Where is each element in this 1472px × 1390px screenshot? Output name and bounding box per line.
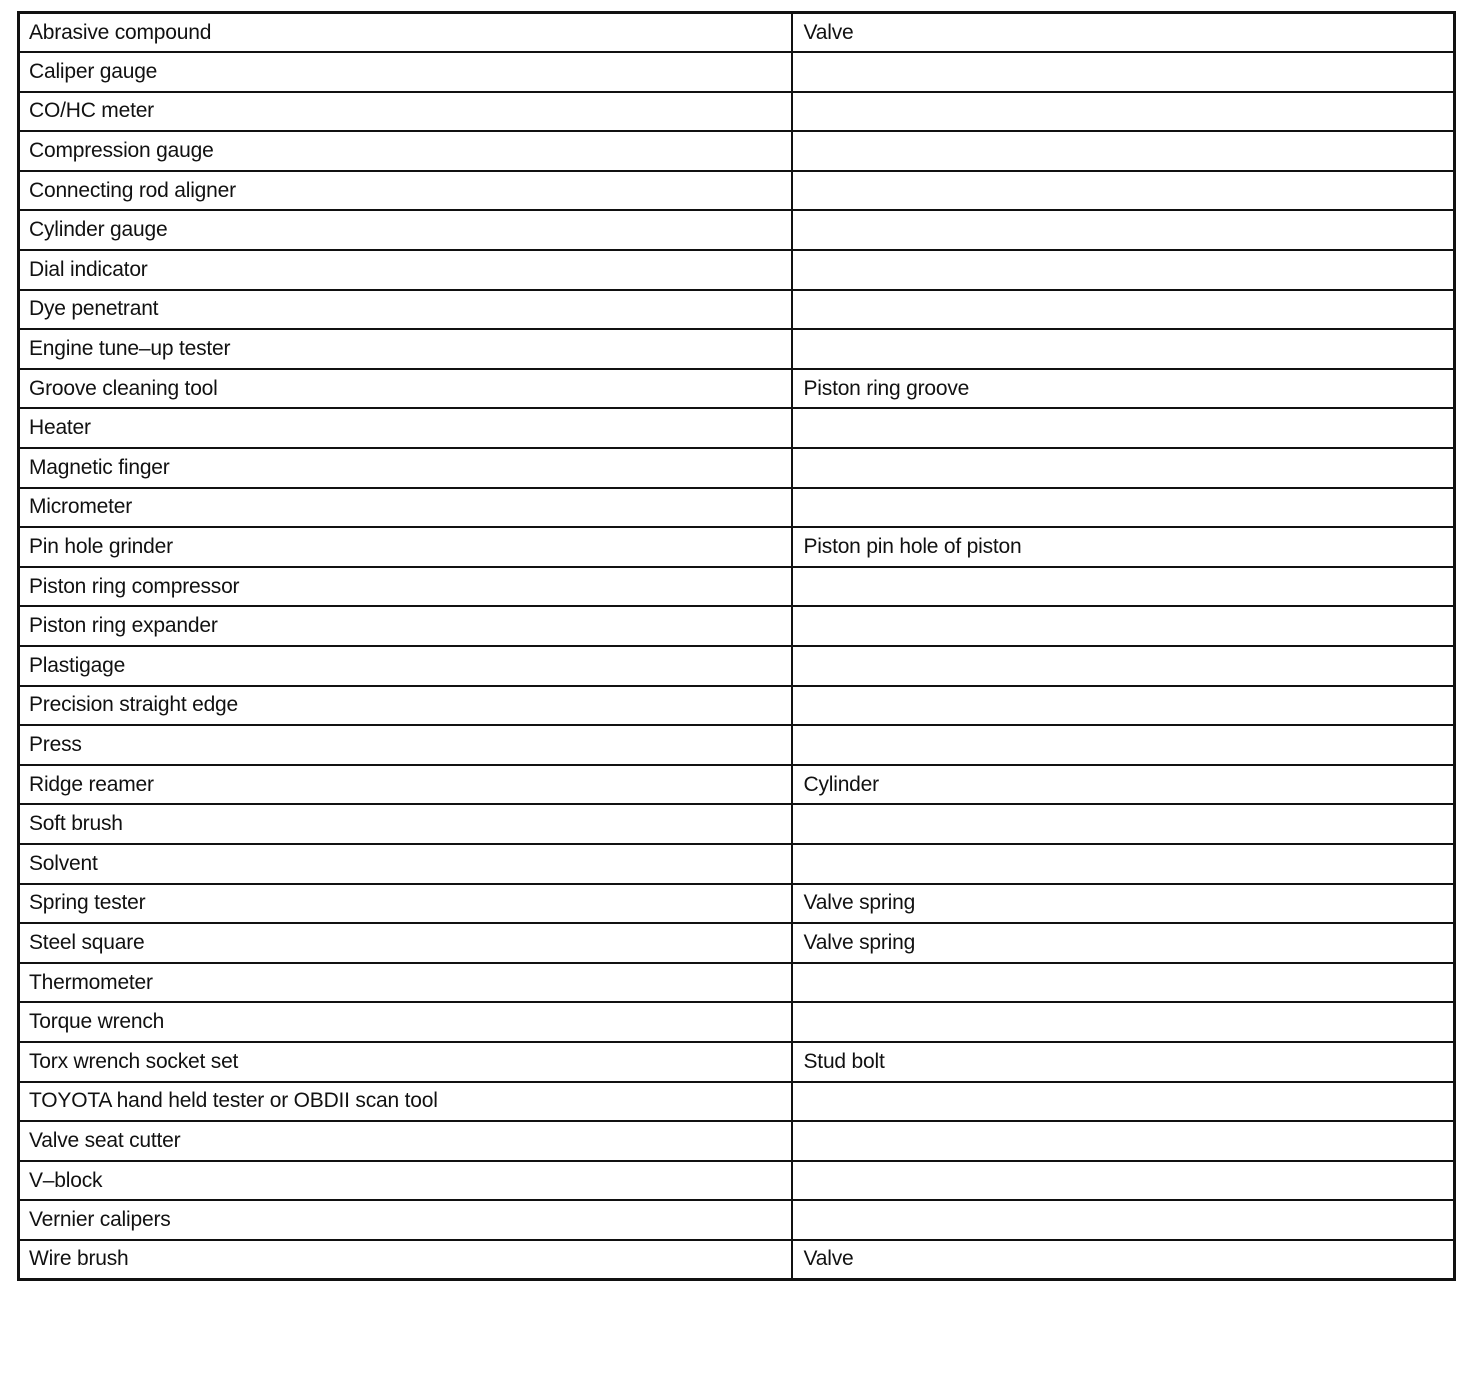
part-name-cell: Piston ring groove <box>792 369 1455 409</box>
tool-name-cell: Groove cleaning tool <box>19 369 792 409</box>
table-row <box>19 1161 1455 1201</box>
table-row <box>19 92 1455 132</box>
table-row <box>19 884 1455 924</box>
part-name-cell <box>792 171 1455 211</box>
part-name-cell: Valve <box>792 13 1455 53</box>
part-name-cell <box>792 131 1455 171</box>
tool-name-cell: Spring tester <box>19 884 792 924</box>
table-row <box>19 567 1455 607</box>
tool-name-cell: Piston ring expander <box>19 606 792 646</box>
tool-name-cell: V–block <box>19 1161 792 1201</box>
table-row <box>19 963 1455 1003</box>
table-row <box>19 844 1455 884</box>
table-row <box>19 448 1455 488</box>
tool-name-cell: Magnetic finger <box>19 448 792 488</box>
table-row <box>19 1121 1455 1161</box>
part-name-cell <box>792 646 1455 686</box>
table-row <box>19 804 1455 844</box>
part-name-cell <box>792 963 1455 1003</box>
part-name-cell <box>792 488 1455 528</box>
table-row <box>19 52 1455 92</box>
part-name-cell: Cylinder <box>792 765 1455 805</box>
part-name-cell <box>792 210 1455 250</box>
table-row <box>19 171 1455 211</box>
tool-name-cell: Valve seat cutter <box>19 1121 792 1161</box>
table-row <box>19 329 1455 369</box>
part-name-cell <box>792 1002 1455 1042</box>
part-name-cell <box>792 804 1455 844</box>
tool-name-cell: Solvent <box>19 844 792 884</box>
table-row <box>19 1200 1455 1240</box>
tool-name-cell: Dye penetrant <box>19 290 792 330</box>
part-name-cell: Valve spring <box>792 923 1455 963</box>
table-row <box>19 1240 1455 1280</box>
tool-name-cell: Steel square <box>19 923 792 963</box>
tool-name-cell: Caliper gauge <box>19 52 792 92</box>
part-name-cell <box>792 250 1455 290</box>
part-name-cell <box>792 408 1455 448</box>
part-name-cell <box>792 606 1455 646</box>
part-name-cell <box>792 686 1455 726</box>
table-row <box>19 1082 1455 1122</box>
part-name-cell <box>792 290 1455 330</box>
table-row <box>19 686 1455 726</box>
tool-name-cell: Ridge reamer <box>19 765 792 805</box>
tool-name-cell: Vernier calipers <box>19 1200 792 1240</box>
part-name-cell <box>792 725 1455 765</box>
tool-name-cell: Press <box>19 725 792 765</box>
tool-name-cell: Plastigage <box>19 646 792 686</box>
tool-name-cell: CO/HC meter <box>19 92 792 132</box>
table-row <box>19 527 1455 567</box>
tool-name-cell: Torque wrench <box>19 1002 792 1042</box>
part-name-cell <box>792 329 1455 369</box>
tool-name-cell: Precision straight edge <box>19 686 792 726</box>
tool-name-cell: Compression gauge <box>19 131 792 171</box>
tool-name-cell: Abrasive compound <box>19 13 792 53</box>
part-name-cell <box>792 92 1455 132</box>
equipment-table <box>17 11 1456 1281</box>
table-row <box>19 210 1455 250</box>
tool-name-cell: Dial indicator <box>19 250 792 290</box>
part-name-cell <box>792 844 1455 884</box>
table-row <box>19 13 1455 53</box>
part-name-cell <box>792 1161 1455 1201</box>
equipment-table-body <box>19 13 1455 1280</box>
table-row <box>19 725 1455 765</box>
table-row <box>19 131 1455 171</box>
part-name-cell: Valve spring <box>792 884 1455 924</box>
table-row <box>19 1002 1455 1042</box>
table-row <box>19 250 1455 290</box>
tool-name-cell: Cylinder gauge <box>19 210 792 250</box>
tool-name-cell: Soft brush <box>19 804 792 844</box>
part-name-cell <box>792 567 1455 607</box>
table-row <box>19 369 1455 409</box>
tool-name-cell: Torx wrench socket set <box>19 1042 792 1082</box>
tool-name-cell: Heater <box>19 408 792 448</box>
tool-name-cell: Thermometer <box>19 963 792 1003</box>
table-row <box>19 290 1455 330</box>
table-row <box>19 646 1455 686</box>
tool-name-cell: TOYOTA hand held tester or OBDII scan tool <box>19 1082 792 1122</box>
part-name-cell <box>792 448 1455 488</box>
tool-name-cell: Piston ring compressor <box>19 567 792 607</box>
part-name-cell: Stud bolt <box>792 1042 1455 1082</box>
tool-name-cell: Engine tune–up tester <box>19 329 792 369</box>
tool-name-cell: Connecting rod aligner <box>19 171 792 211</box>
tool-name-cell: Pin hole grinder <box>19 527 792 567</box>
tool-name-cell: Micrometer <box>19 488 792 528</box>
part-name-cell: Piston pin hole of piston <box>792 527 1455 567</box>
table-row <box>19 923 1455 963</box>
table-row <box>19 765 1455 805</box>
part-name-cell <box>792 1121 1455 1161</box>
tool-name-cell: Wire brush <box>19 1240 792 1280</box>
table-row <box>19 1042 1455 1082</box>
part-name-cell <box>792 52 1455 92</box>
table-row <box>19 606 1455 646</box>
part-name-cell <box>792 1082 1455 1122</box>
table-row <box>19 408 1455 448</box>
part-name-cell: Valve <box>792 1240 1455 1280</box>
table-row <box>19 488 1455 528</box>
part-name-cell <box>792 1200 1455 1240</box>
